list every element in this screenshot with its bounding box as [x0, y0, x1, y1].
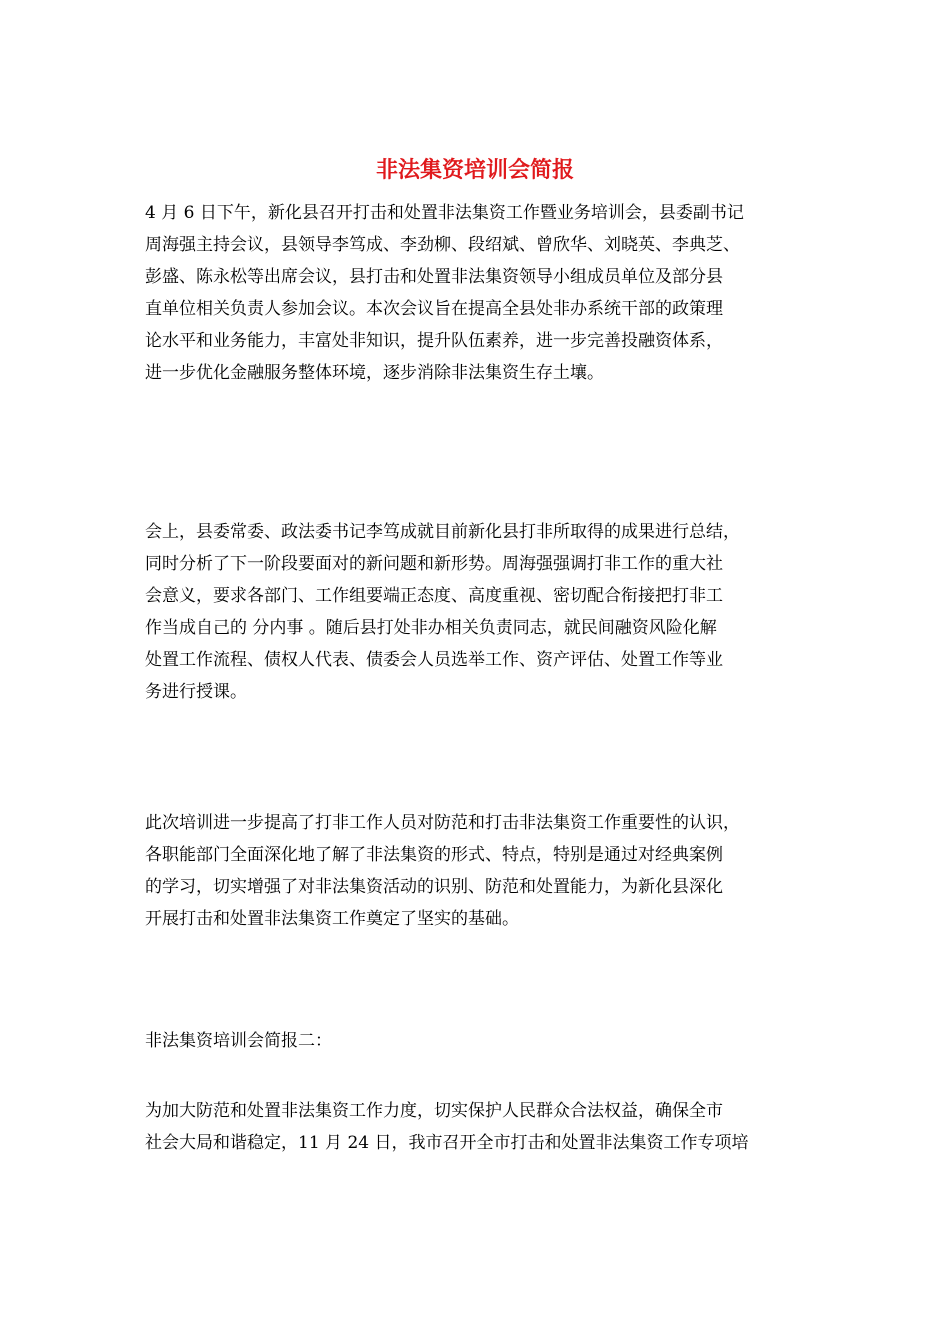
paragraph-1-line-1: 4 月 6 日下午，新化县召开打击和处置非法集资工作暨业务培训会，县委副书记 [145, 203, 744, 223]
paragraph-2-line-5: 处置工作流程、债权人代表、债委会人员选举工作、资产评估、处置工作等业 [145, 650, 723, 670]
paragraph-2-line-3: 会意义，要求各部门、工作组要端正态度、高度重视、密切配合衔接把打非工 [145, 586, 723, 606]
paragraph-1-line-3: 彭盛、陈永松等出席会议，县打击和处置非法集资领导小组成员单位及部分县 [145, 267, 723, 287]
paragraph-3-line-1: 此次培训进一步提高了打非工作人员对防范和打击非法集资工作重要性的认识， [145, 813, 740, 833]
paragraph-1-line-4: 直单位相关负责人参加会议。本次会议旨在提高全县处非办系统干部的政策理 [145, 299, 723, 319]
paragraph-1-line-6: 进一步优化金融服务整体环境，逐步消除非法集资生存土壤。 [145, 363, 604, 383]
paragraph-3-line-2: 各职能部门全面深化地了解了非法集资的形式、特点，特别是通过对经典案例 [145, 845, 723, 865]
paragraph-2-line-1: 会上，县委常委、政法委书记李笃成就目前新化县打非所取得的成果进行总结， [145, 522, 740, 542]
paragraph-2-line-2: 同时分析了下一阶段要面对的新问题和新形势。周海强强调打非工作的重大社 [145, 554, 723, 574]
paragraph-3-line-3: 的学习，切实增强了对非法集资活动的识别、防范和处置能力，为新化县深化 [145, 877, 723, 897]
paragraph-3-line-4: 开展打击和处置非法集资工作奠定了坚实的基础。 [145, 909, 519, 929]
paragraph-2-line-4: 作当成自己的 分内事 。随后县打处非办相关负责同志，就民间融资风险化解 [145, 618, 717, 638]
document-title: 非法集资培训会简报 [375, 157, 574, 183]
section-heading-2: 非法集资培训会简报二： [145, 1031, 332, 1051]
paragraph-5-line-1: 为加大防范和处置非法集资工作力度，切实保护人民群众合法权益，确保全市 [145, 1101, 723, 1121]
paragraph-1-line-5: 论水平和业务能力，丰富处非知识，提升队伍素养，进一步完善投融资体系， [145, 331, 723, 351]
paragraph-2-line-6: 务进行授课。 [145, 682, 247, 702]
paragraph-1-line-2: 周海强主持会议，县领导李笃成、李劲柳、段绍斌、曾欣华、刘晓英、李典芝、 [145, 235, 740, 255]
paragraph-5-line-2: 社会大局和谐稳定，11 月 24 日，我市召开全市打击和处置非法集资工作专项培 [145, 1133, 749, 1153]
